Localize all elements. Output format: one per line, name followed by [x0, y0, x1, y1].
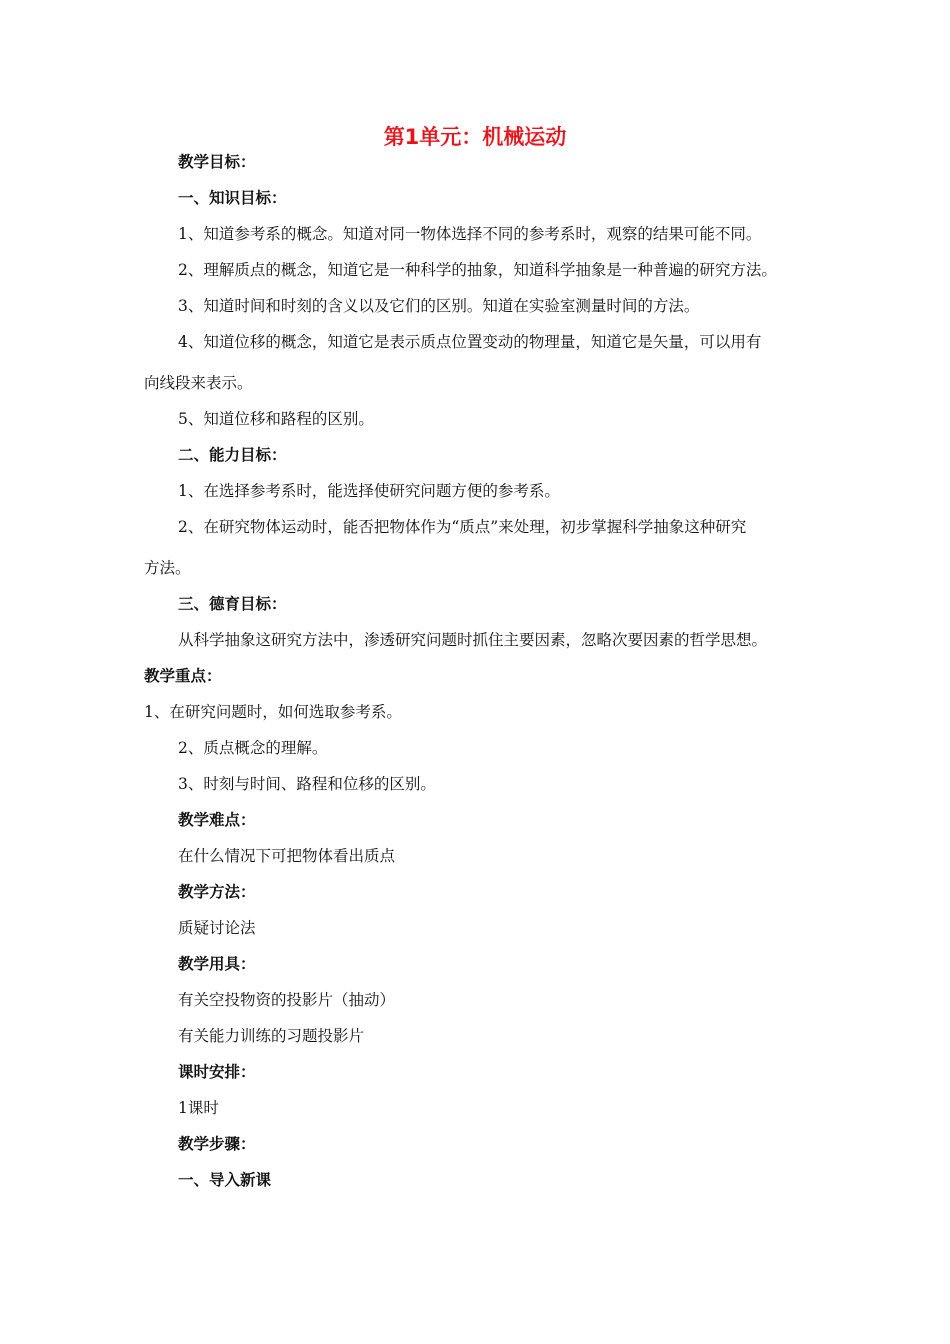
goals-heading: 教学目标： [178, 153, 256, 171]
knowledge-item-4: 4、知道位移的概念，知道它是表示质点位置变动的物理量，知道它是矢量，可以用有 [178, 333, 762, 351]
knowledge-item-5: 5、知道位移和路程的区别。 [178, 410, 374, 428]
knowledge-heading: 一、知识目标： [178, 189, 287, 207]
key-points-heading: 教学重点： [144, 667, 222, 685]
method-text: 质疑讨论法 [178, 919, 256, 937]
knowledge-item-4-cont: 向线段来表示。 [144, 374, 253, 392]
tools-heading: 教学用具： [178, 955, 256, 973]
tools-item-1: 有关空投物资的投影片（抽动） [178, 991, 396, 1009]
document-title: 第1单元：机械运动 [383, 125, 567, 149]
ability-item-1: 1、在选择参考系时，能选择使研究问题方便的参考系。 [178, 482, 560, 500]
steps-heading: 教学步骤： [178, 1135, 256, 1153]
knowledge-item-2: 2、理解质点的概念，知道它是一种科学的抽象，知道科学抽象是一种普遍的研究方法。 [178, 261, 777, 279]
ability-item-2: 2、在研究物体运动时，能否把物体作为“质点”来处理，初步掌握科学抽象这种研究 [178, 518, 747, 536]
key-point-3: 3、时刻与时间、路程和位移的区别。 [178, 775, 436, 793]
steps-first: 一、导入新课 [178, 1171, 272, 1189]
ability-item-2-cont: 方法。 [144, 559, 191, 577]
difficulty-heading: 教学难点： [178, 811, 256, 829]
key-point-2: 2、质点概念的理解。 [178, 739, 328, 757]
ability-heading: 二、能力目标： [178, 446, 287, 464]
method-heading: 教学方法： [178, 883, 256, 901]
moral-heading: 三、德育目标： [178, 595, 287, 613]
key-point-1: 1、在研究问题时，如何选取参考系。 [144, 703, 402, 721]
knowledge-item-1: 1、知道参考系的概念。知道对同一物体选择不同的参考系时，观察的结果可能不同。 [178, 225, 762, 243]
moral-text: 从科学抽象这研究方法中，渗透研究问题时抓住主要因素，忽略次要因素的哲学思想。 [178, 631, 768, 649]
schedule-heading: 课时安排： [178, 1063, 256, 1081]
schedule-text: 1课时 [178, 1099, 219, 1117]
knowledge-item-3: 3、知道时间和时刻的含义以及它们的区别。知道在实验室测量时间的方法。 [178, 297, 700, 315]
tools-item-2: 有关能力训练的习题投影片 [178, 1027, 365, 1045]
difficulty-text: 在什么情况下可把物体看出质点 [178, 847, 396, 865]
